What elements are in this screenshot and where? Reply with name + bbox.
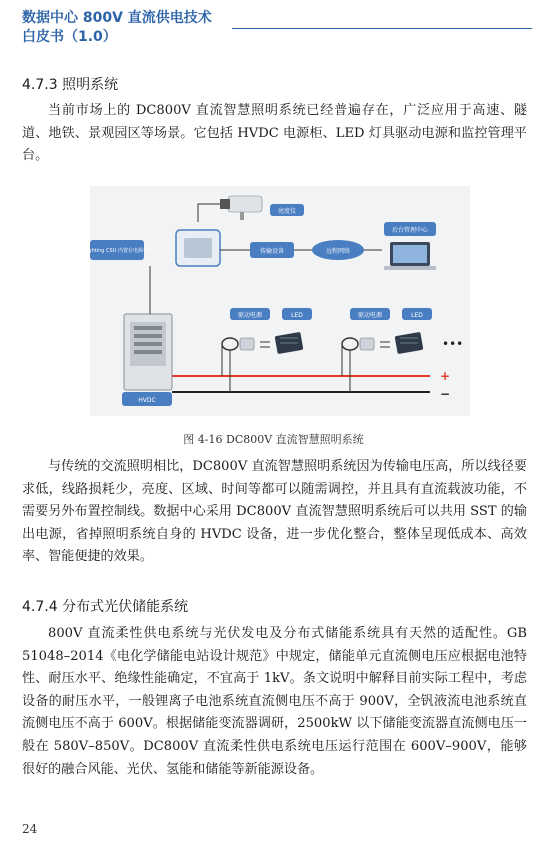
- led-label-1: LED: [291, 312, 303, 319]
- figure-dc800v-lighting-diagram: [81, 186, 470, 416]
- header-title-line1: 数据中心 800V 直流供电技术: [22, 10, 212, 26]
- plus-sign: +: [440, 369, 451, 383]
- driver-label-2: 驱动电源: [357, 312, 383, 319]
- laptop-icon: [384, 242, 436, 270]
- paragraph-lighting-intro: 当前市场上的 DC800V 直流智慧照明系统已经普遍存在，广泛应用于高速、隧道、地铁、景观园区等场景。它包括 HVDC 电源柜、LED 灯具驱动电源和监控管理平台。: [22, 103, 527, 164]
- header-title-line2: 白皮书（1.0）: [22, 29, 117, 45]
- section-heading-4-7-3: 4.7.3 照明系统: [22, 77, 119, 93]
- backend-label: 后台管理中心: [391, 227, 429, 234]
- hvdc-label: HVDC: [138, 397, 156, 404]
- header-title: [22, 9, 212, 47]
- led-label-2: LED: [411, 312, 423, 319]
- figure-caption: 图 4-16 DC800V 直流智慧照明系统: [183, 433, 364, 446]
- paragraph-pv-storage: 800V 直流柔性供电系统与光伏发电及分布式储能系统具有天然的适配性。GB 51048–2014《电化学储能电站设计规范》中规定，储能单元直流侧电压应根据电池特性、耐压水平、绝缘性能确定，不宜高于 1kV。条文说明中解释目前实际工程中，考虑设备的耐压水平，一般锂离子电池系统直流侧电压不高于 900V，全钒液流电池系统直流侧电压不高于 600V。根据储能变流器调研，2500kW 以下储能变流器直流侧电压一般在 580V–850V。DC800V 直流柔性供电系统电压运行范围在 600V–900V，能够很好的融合风能、光伏、氢能和储能等新能源设备。: [22, 626, 527, 777]
- more-ellipsis: •••: [442, 337, 464, 351]
- page-number: 24: [22, 822, 38, 836]
- csu-device-icon: [176, 230, 220, 266]
- hvdc-cabinet-icon: [124, 314, 172, 390]
- lux-meter-label: 亮度仪: [277, 208, 297, 215]
- lux-meter-icon: [220, 196, 262, 220]
- driver-label-1: 驱动电源: [237, 312, 263, 319]
- header-rule: [232, 28, 532, 29]
- paragraph-lighting-benefits: 与传统的交流照明相比，DC800V 直流智慧照明系统因为传输电压高，所以线径要求低，线路损耗少，亮度、区域、时间等都可以随需调控，并且具有直流载波功能，不需要另外布置控制线。数据中心采用 DC800V 直流智慧照明系统后可以共用 SST 的输出电源，省掉照明系统自身的 HVDC 设备，进一步优化整合，整体呈现低成本、高效率、智能便捷的效果。: [22, 459, 527, 565]
- lighting-system-diagram: [81, 186, 470, 416]
- driver-coil-icon-1: [222, 338, 254, 350]
- led-lamp-icon-2: [395, 332, 424, 354]
- minus-sign: −: [440, 387, 451, 401]
- driver-coil-icon-2: [342, 338, 374, 350]
- transmission-label: 传输设备: [259, 248, 285, 255]
- csu-label: i-Lighting CSU 内置在电源柜中: [81, 248, 153, 254]
- remote-network-label: 远程网络: [325, 248, 351, 255]
- led-lamp-icon-1: [275, 332, 304, 354]
- section-heading-4-7-4: 4.7.4 分布式光伏储能系统: [22, 599, 189, 615]
